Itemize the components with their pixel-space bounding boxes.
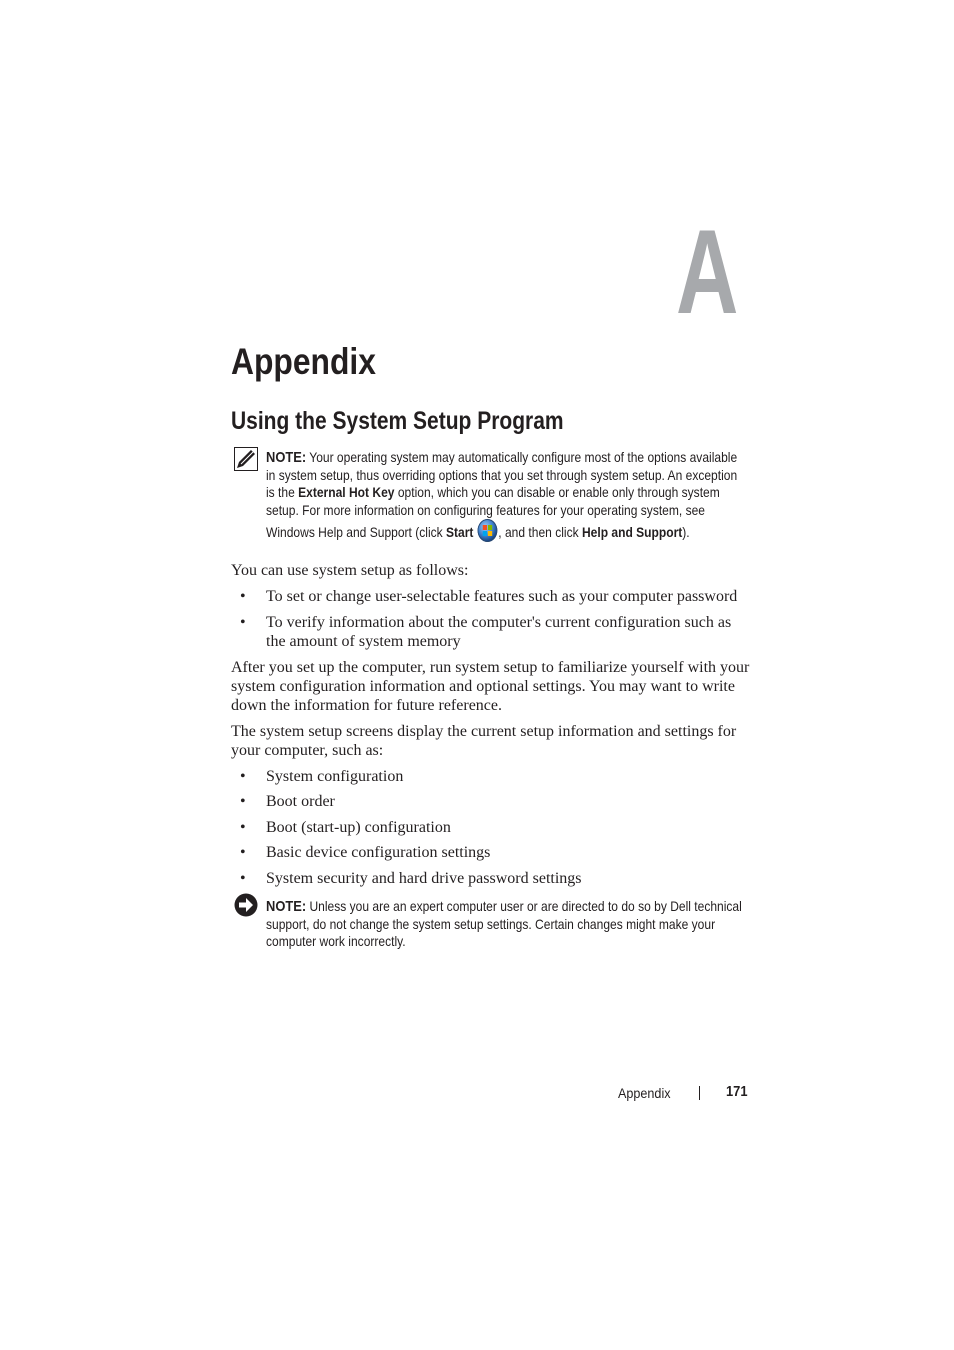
bullet: •	[240, 844, 246, 861]
note-system-setup	[266, 449, 748, 542]
list-item	[231, 843, 751, 862]
bullet: •	[240, 870, 246, 887]
note-text: ).	[682, 524, 690, 541]
external-hot-key-term: External Hot Key	[298, 484, 395, 501]
footer-divider	[699, 1086, 700, 1100]
chapter-title: Appendix	[231, 341, 376, 382]
section-title: Using the System Setup Program	[231, 407, 564, 435]
list-item	[231, 587, 751, 606]
note-text: Unless you are an expert computer user or are directed to do so by Dell technical support, do not change the system setup settings. Certain changes might make your computer work incorrectly.	[266, 898, 742, 950]
bullet: •	[240, 793, 246, 810]
note-expert-warning	[266, 898, 748, 951]
bullet: •	[240, 819, 246, 836]
page-number: 171	[726, 1083, 748, 1100]
intro-paragraph: You can use system setup as follows:	[231, 562, 469, 579]
note-text: , and then click	[498, 524, 582, 541]
windows-start-orb-icon	[478, 519, 498, 542]
help-and-support-term: Help and Support	[581, 524, 683, 541]
list-item-text: To verify information about the computer's current configuration such as the amount of system memory	[266, 614, 732, 650]
settings-list	[231, 767, 751, 888]
notice-arrow-icon	[234, 893, 258, 917]
list-item-text: System security and hard drive password settings	[266, 870, 582, 887]
bullet: •	[240, 614, 246, 631]
uses-list	[231, 587, 751, 651]
list-item	[231, 767, 751, 786]
list-item-text: To set or change user-selectable features such as your computer password	[266, 588, 738, 605]
list-item	[231, 792, 751, 811]
start-term: Start	[446, 524, 474, 541]
list-item	[231, 613, 751, 651]
list-item	[231, 869, 751, 888]
list-item-text: Basic device configuration settings	[266, 844, 491, 861]
bullet: •	[240, 768, 246, 785]
note-text: option, which you can disable or enable only through system setup. For more information on configuring features for your operating system, see Windows Help and Support (click	[266, 484, 720, 541]
footer-chapter-label: Appendix	[618, 1085, 671, 1101]
list-item-text: Boot (start-up) configuration	[266, 819, 451, 836]
note-label: NOTE:	[266, 449, 307, 466]
list-item-text: System configuration	[266, 768, 404, 785]
list-item	[231, 818, 751, 837]
note-label: NOTE:	[266, 898, 307, 915]
screens-paragraph: The system setup screens display the current setup information and settings for your computer, such as:	[231, 723, 737, 759]
list-item-text: Boot order	[266, 793, 335, 810]
pencil-note-icon	[234, 447, 258, 471]
setup-paragraph: After you set up the computer, run system setup to familiarize yourself with your system configuration information and optional settings. You may want to write down the information for future reference.	[231, 659, 750, 714]
bullet: •	[240, 588, 246, 605]
chapter-letter: A	[676, 205, 739, 339]
note-text: Your operating system may automatically configure most of the options available in system setup, thus overriding options that you set through system setup. An exception is the	[266, 449, 738, 501]
